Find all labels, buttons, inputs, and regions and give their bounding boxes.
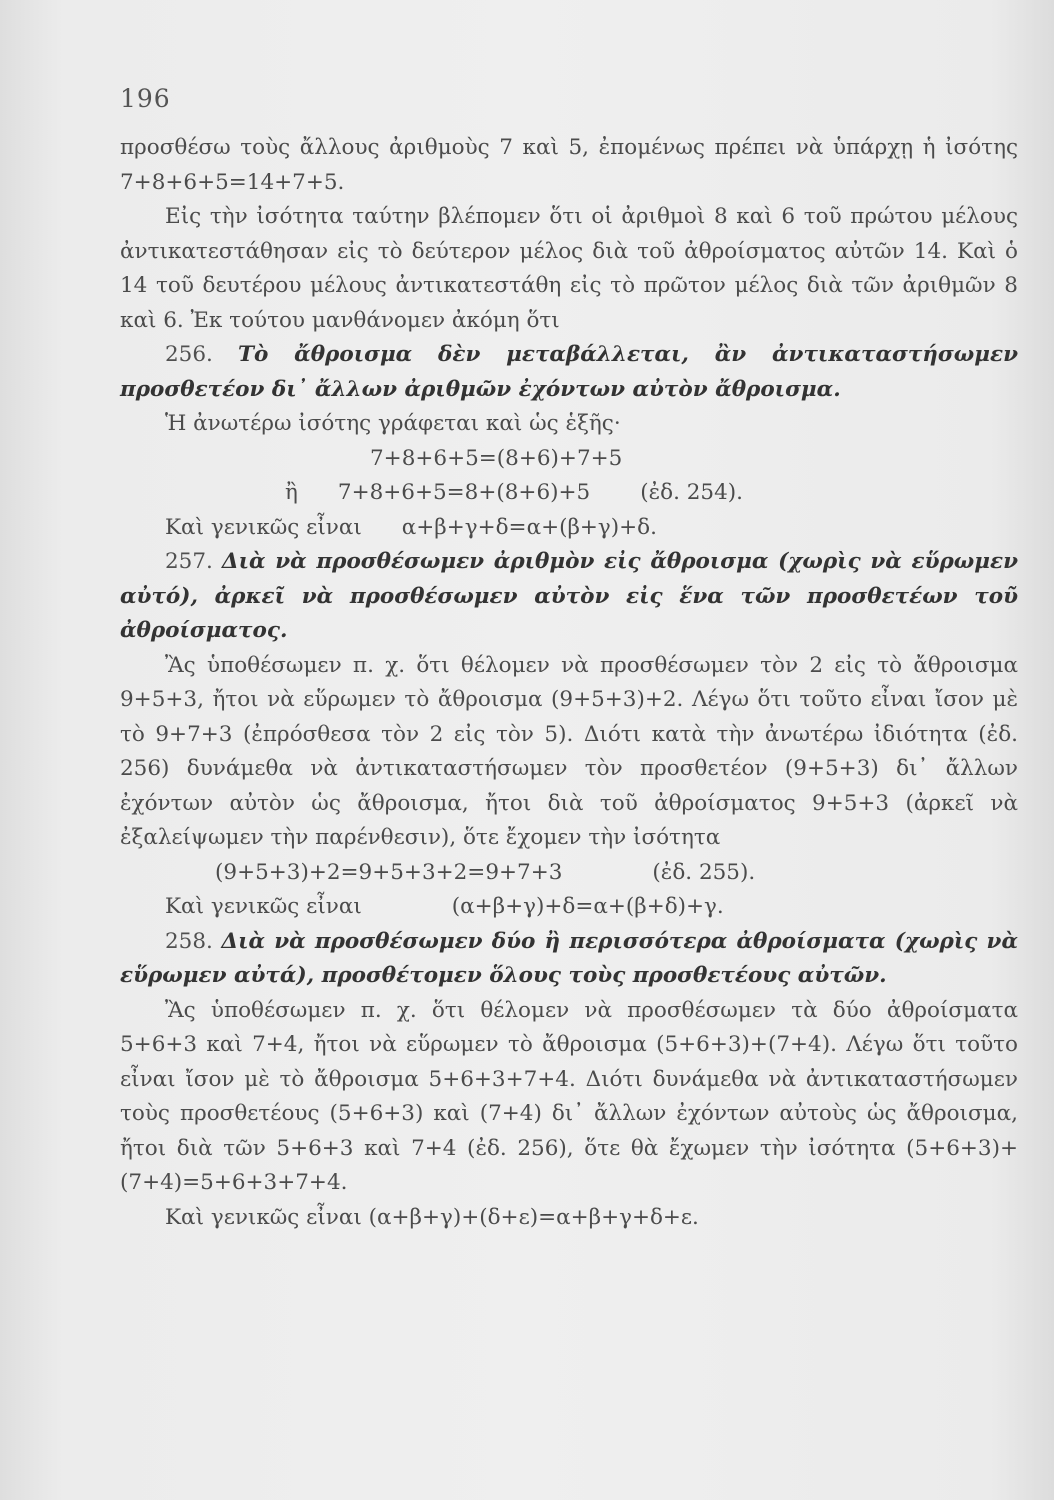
body-text [120,131,1018,1235]
equation-2-line [120,476,1018,511]
general-1-line [120,511,1018,546]
general-3-equation: (α+β+γ)+(δ+ε)=α+β+γ+δ+ε. [368,1204,699,1230]
general-2-line [120,890,1018,925]
section-256-rule: Τὸ ἄθροισμα δὲν μεταβάλλεται, ἂν ἀντικαταστήσωμεν προσθετέον δι᾽ ἄλλων ἀριθμῶν ἐχόντων αὐτὸν ἄθροισμα. [120,342,1018,402]
section-256-number: 256. [165,342,213,367]
paragraph-example-257: Ἂς ὑποθέσωμεν π. χ. ὅτι θέλομεν νὰ προσθέσωμεν τὸν 2 εἰς τὸ ἄθροισμα 9+5+3, ἤτοι νὰ εὕρωμεν τὸ ἄθροισμα (9+5+3)+2. Λέγω ὅτι τοῦτο εἶναι ἴσον μὲ τὸ 9+7+3 (ἐπρόσθεσα τὸν 2 εἰς τὸν 5). Διότι κατὰ τὴν ἀνωτέρω ἰδιότητα (ἐδ. 256) δυνάμεθα νὰ ἀντικαταστήσωμεν τὸν προσθετέον (9+5+3) δι᾽ ἄλλων ἐχόντων αὐτὸν ὡς ἄθροισμα, ἤτοι διὰ τοῦ ἀθροίσματος 9+5+3 (ἀρκεῖ νὰ ἐξαλείψωμεν τὴν παρένθεσιν), ὅτε ἔχομεν τὴν ἰσότητα [120,652,1018,850]
equation-2: 7+8+6+5=8+(8+6)+5 [337,480,591,505]
equation-1: 7+8+6+5=(8+6)+7+5 [370,445,623,471]
general-3-line [120,1201,1018,1236]
equation-3-ref: (ἐδ. 255). [652,859,756,885]
section-258 [120,925,1018,994]
section-257 [120,545,1018,649]
section-256 [120,338,1018,407]
equation-3-line [120,856,1018,891]
equation-2-ref: (ἐδ. 254). [640,480,743,505]
paragraph-example-258: Ἂς ὑποθέσωμεν π. χ. ὅτι θέλομεν νὰ προσθέσωμεν τὰ δύο ἀθροίσματα 5+6+3 καὶ 7+4, ἤτοι νὰ εὕρωμεν τὸ ἄθροισμα (5+6+3)+(7+4). Λέγω ὅτι τοῦτο εἶναι ἴσον μὲ τὸ ἄθροισμα 5+6+3+7+4. Διότι δυνάμεθα νὰ ἀντικαταστήσωμεν τοὺς προσθετέους (5+6+3) καὶ (7+4) δι᾽ ἄλλων ἐχόντων αὐτοὺς ὡς ἄθροισμα, ἤτοι διὰ τῶν 5+6+3 καὶ 7+4 (ἐδ. 256), ὅτε θὰ ἔχωμεν τὴν ἰσότητα (5+6+3)+(7+4)=5+6+3+7+4. [120,997,1018,1195]
section-257-number: 257. [165,549,213,574]
paragraph-continuation: προσθέσω τοὺς ἄλλους ἀριθμοὺς 7 καὶ 5, ἐπομένως πρέπει νὰ ὑπάρχῃ ἡ ἰσότης 7+8+6+5=14+7+5. [120,135,1018,195]
equation-2-prefix: ἢ [285,480,298,505]
page-number: 196 [120,84,171,113]
general-1-equation: α+β+γ+δ=α+(β+γ)+δ. [401,514,657,540]
paragraph-observation: Εἰς τὴν ἰσότητα ταύτην βλέπομεν ὅτι οἱ ἀριθμοὶ 8 καὶ 6 τοῦ πρώτου μέλους ἀντικατεστάθησαν εἰς τὸ δεύτερον μέλος διὰ τοῦ ἀθροίσματος αὐτῶν 14. Καὶ ὁ 14 τοῦ δευτέρου μέλους ἀντικατεστάθη εἰς τὸ πρῶτον μέλος διὰ τῶν ἀριθμῶν 8 καὶ 6. Ἐκ τούτου μανθάνομεν ἀκόμη ὅτι [120,204,1018,333]
section-258-rule: Διὰ νὰ προσθέσωμεν δύο ἢ περισσότερα ἀθροίσματα (χωρὶς νὰ εὕρωμεν αὐτά), προσθέτομεν ὅλους τοὺς προσθετέους αὐτῶν. [120,928,1018,988]
general-2-label: Καὶ γενικῶς εἶναι [165,894,362,919]
general-3-label: Καὶ γενικῶς εἶναι [165,1204,362,1230]
general-1-label: Καὶ γενικῶς εἶναι [165,514,362,540]
equation-3: (9+5+3)+2=9+5+3+2=9+7+3 [215,859,563,885]
general-2-equation: (α+β+γ)+δ=α+(β+δ)+γ. [451,894,724,919]
section-258-number: 258. [165,928,213,954]
section-257-rule: Διὰ νὰ προσθέσωμεν ἀριθμὸν εἰς ἄθροισμα (χωρὶς νὰ εὕρωμεν αὐτό), ἀρκεῖ νὰ προσθέσωμεν αὐτὸν εἰς ἕνα τῶν προσθετέων τοῦ ἀθροίσματος. [120,549,1018,643]
paragraph-rewrite: Ἡ ἀνωτέρω ἰσότης γράφεται καὶ ὡς ἑξῆς· [165,411,621,436]
